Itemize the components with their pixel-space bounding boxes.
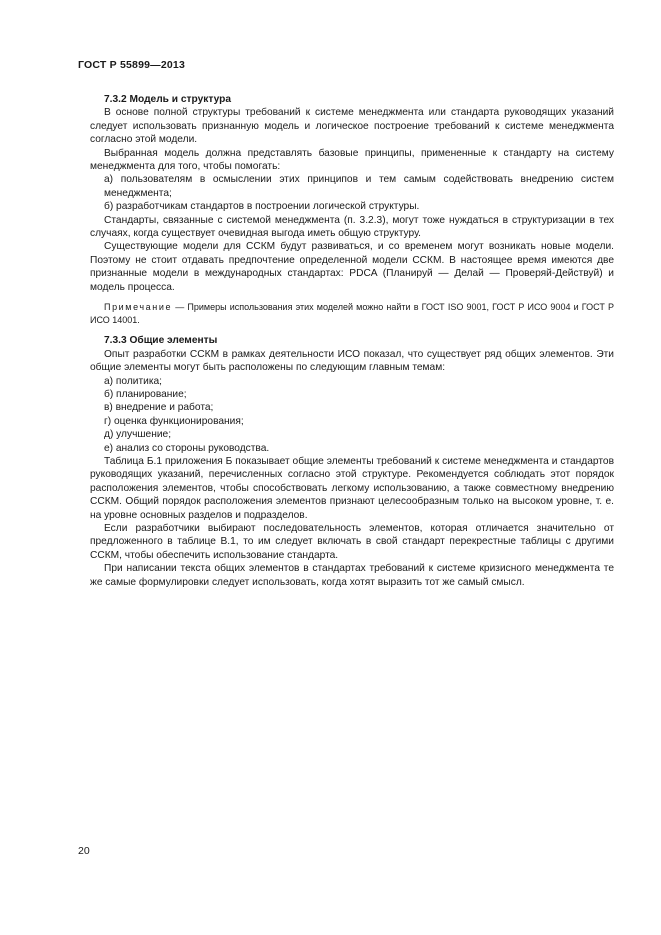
section-heading-7-3-2: 7.3.2 Модель и структура xyxy=(104,94,232,105)
paragraph: Выбранная модель должна представлять базовые принципы, примененные к стандарту на систему менеджмента для того, чтобы помогать: xyxy=(90,147,614,173)
note xyxy=(90,301,614,326)
page-content xyxy=(90,93,614,589)
document-header: ГОСТ Р 55899—2013 xyxy=(78,59,186,71)
list-item: а) политика; xyxy=(104,375,163,387)
list-item: в) внедрение и работа; xyxy=(104,402,214,414)
paragraph: Существующие модели для ССКМ будут развиваться, и со временем могут возникать новые модели. Поэтому не стоит отдавать предпочтение определенной модели ССКМ. В настоящее время имеются две признанные модели в международных стандартах: PDCA (Планируй — Делай — Проверяй-Действуй) и модель процесса. xyxy=(90,241,614,293)
page-number: 20 xyxy=(78,845,90,857)
paragraph: В основе полной структуры требований к системе менеджмента или стандарта руководящих указаний следует использовать признанную модель и логическое построение требований к системе менеджмента согласно этой модели. xyxy=(90,107,614,146)
note-text: — Примеры использования этих моделей можно найти в ГОСТ ISO 9001, ГОСТ Р ИСО 9004 и ГОСТ Р ИСО 14001. xyxy=(90,302,614,325)
list-item: б) планирование; xyxy=(104,388,187,400)
section-heading-7-3-3: 7.3.3 Общие элементы xyxy=(104,335,218,347)
list-item: г) оценка функционирования; xyxy=(104,415,244,427)
list-item: е) анализ со стороны руководства. xyxy=(104,442,270,454)
paragraph: При написании текста общих элементов в стандартах требований к системе кризисного менеджмента те же самые формулировки следует использовать, когда хотят выразить тот же самый смысл. xyxy=(90,563,614,588)
list-item: а) пользователям в осмыслении этих принципов и тем самым содействовать внедрению систем менеджмента; xyxy=(104,174,614,199)
list-item: б) разработчикам стандартов в построении логической структуры. xyxy=(104,201,420,213)
paragraph: Если разработчики выбирают последовательность элементов, которая отличается значительно от предложенного в таблице В.1, то им следует включать в свой стандарт перекрестные таблицы с другими ССКМ, чтобы обеспечить использование стандарта. xyxy=(90,522,614,561)
list-item: д) улучшение; xyxy=(104,429,172,441)
paragraph: Таблица Б.1 приложения Б показывает общие элементы требований к системе менеджмента и стандартов руководящих указаний, перечисленных согласно этой структуре. Рекомендуется соблюдать этот порядок расположения элементов, чтобы способствовать легкому использованию, а также совместному внедрению ССКМ. Общий порядок расположения элементов признают целесообразным только на высоком уровне, т. е. на уровне основных разделов и подразделов. xyxy=(90,455,614,521)
note-label: Примечание xyxy=(104,302,173,313)
paragraph: Опыт разработки ССКМ в рамках деятельности ИСО показал, что существует ряд общих элементов. Эти общие элементы могут быть расположены по следующим главным темам: xyxy=(90,348,614,374)
paragraph: Стандарты, связанные с системой менеджмента (п. 3.2.3), могут тоже нуждаться в структуризации в тех случаях, когда существует очевидная выгода иметь общую структуру. xyxy=(90,214,614,240)
